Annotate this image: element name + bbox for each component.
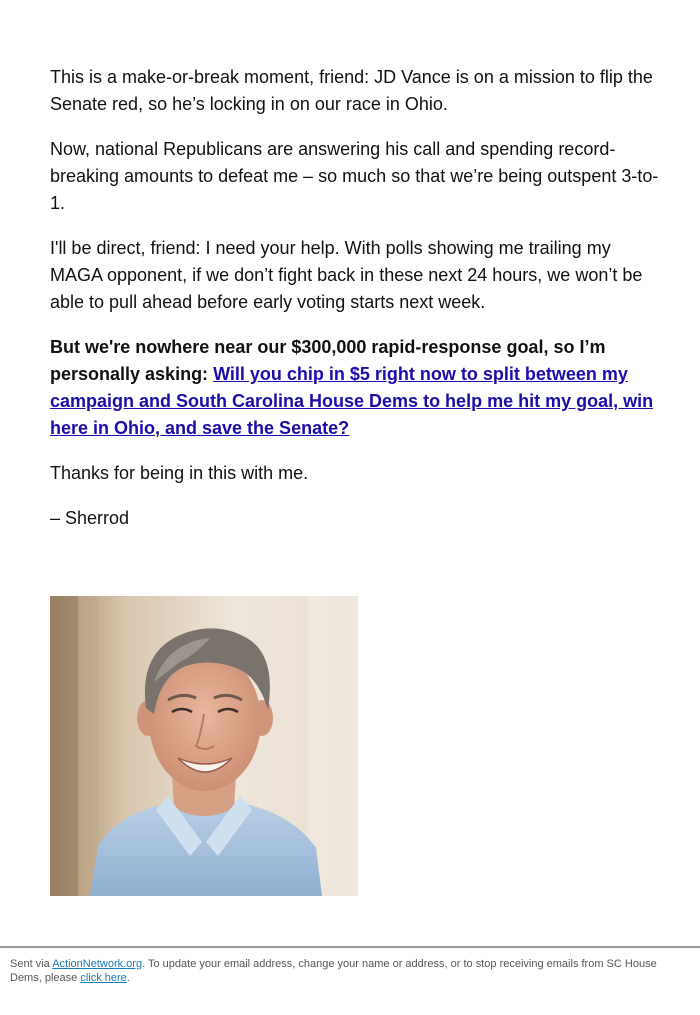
paragraph-ask (50, 334, 662, 442)
paragraph-help: I'll be direct, friend: I need your help. With polls showing me trailing my MAGA opponent, if we don’t fight back in these next 24 hours, we won’t be able to pull ahead before early voting starts next week. (50, 238, 643, 312)
unsubscribe-link[interactable]: click here (80, 972, 127, 984)
email-body (50, 64, 662, 550)
paragraph-thanks: Thanks for being in this with me. (50, 463, 309, 483)
actionnetwork-link[interactable]: ActionNetwork.org (52, 958, 143, 970)
ask-bold-text: But we're nowhere near our $300,000 rapid-response goal, so I’m personally asking: (50, 337, 606, 384)
footer-sent-via: Sent via (10, 958, 53, 970)
footer-divider (0, 946, 700, 948)
paragraph-intro: This is a make-or-break moment, friend: JD Vance is on a mission to flip the Senate red, so he’s locking in on our race in Ohio. (50, 67, 653, 114)
signature: – Sherrod (50, 508, 130, 528)
donate-link[interactable]: Will you chip in $5 right now to split between my campaign and South Carolina House Dems to help me hit my goal, win here in Ohio, and save the Senate? (50, 364, 654, 438)
footer-text: . To update your email address, change your name or address, or to stop receiving emails from SC House Dems, please (10, 958, 657, 984)
footer-end: . (126, 972, 130, 984)
sherrod-photo (50, 596, 358, 896)
paragraph-republicans: Now, national Republicans are answering his call and spending record-breaking amounts to defeat me – so much so that we’re being outspent 3-to-1. (50, 139, 659, 213)
footer (10, 957, 670, 985)
